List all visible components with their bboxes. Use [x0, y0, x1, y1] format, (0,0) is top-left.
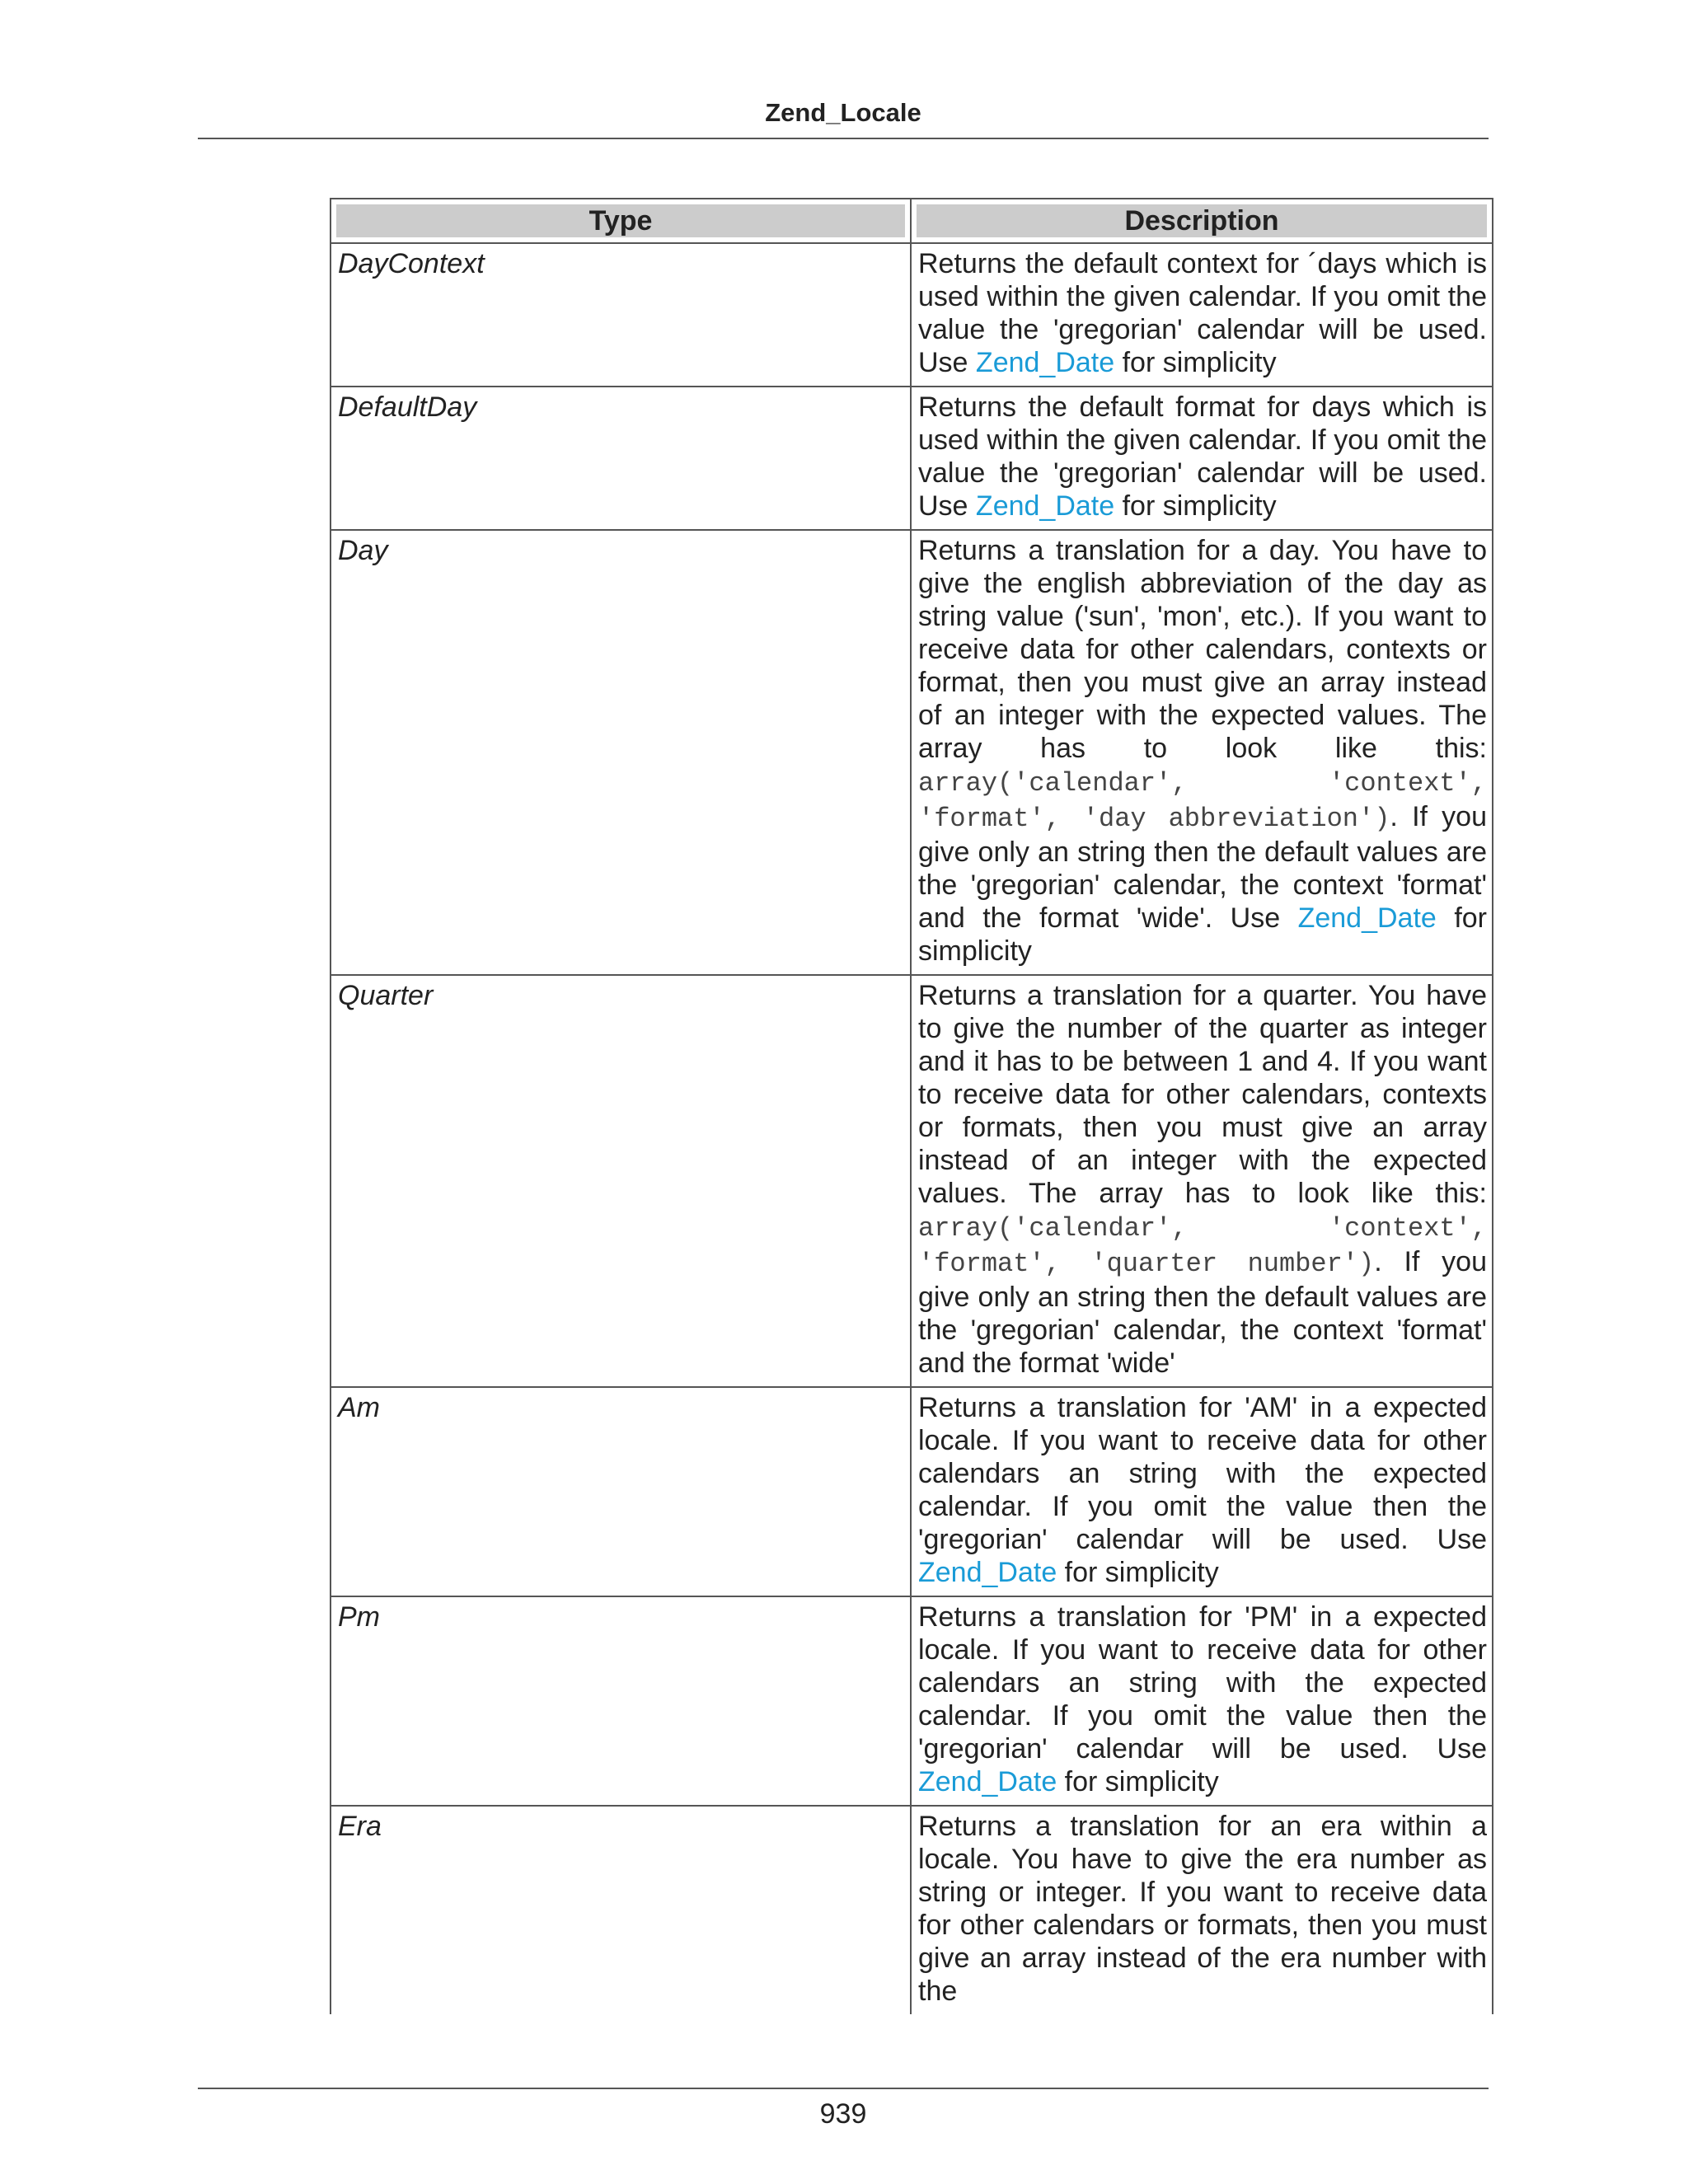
description-text: for simplicity — [1114, 347, 1277, 378]
description-text: Returns the default context for ´days which is used within the given calendar. If you omit the value the 'gregorian' calendar will be used. Use — [918, 248, 1487, 378]
type-cell: DayContext — [331, 243, 911, 387]
locale-type-table — [330, 198, 1493, 2014]
type-cell: Day — [331, 530, 911, 975]
table-header-row — [331, 199, 1493, 243]
description-text: for simplicity — [918, 902, 1487, 967]
table-row — [331, 243, 1493, 387]
footer-rule — [198, 2088, 1489, 2089]
description-text: for simplicity — [1114, 490, 1277, 522]
type-cell: Am — [331, 1387, 911, 1596]
description-cell — [911, 1806, 1493, 2014]
page-number: 939 — [819, 2098, 867, 2130]
zend-date-link[interactable]: Zend_Date — [1297, 902, 1437, 934]
code-snippet: array('calendar', 'context', 'format', 'day abbreviation') — [918, 768, 1487, 834]
table-row — [331, 387, 1493, 530]
page-header-title: Zend_Locale — [765, 98, 921, 127]
table-row — [331, 1387, 1493, 1596]
description-cell — [911, 1387, 1493, 1596]
description-text: Returns a translation for a day. You have to give the english abbreviation of the day as string value ('sun', 'mon', etc.). If you want to receive data for other calendars, contexts or format, then you must give an array instead of an integer with the expected values. The array has to look like this: — [918, 535, 1487, 764]
description-cell — [911, 243, 1493, 387]
description-text: for simplicity — [1057, 1766, 1219, 1797]
type-cell: Quarter — [331, 975, 911, 1387]
table-body — [331, 243, 1493, 2014]
table-row — [331, 975, 1493, 1387]
description-text: Returns the default format for days which is used within the given calendar. If you omit the value the 'gregorian' calendar will be used. Use — [918, 391, 1487, 522]
description-cell — [911, 975, 1493, 1387]
description-cell — [911, 387, 1493, 530]
zend-date-link[interactable]: Zend_Date — [918, 1557, 1057, 1588]
column-header-description — [911, 199, 1493, 243]
description-text: . If you give only an string then the default values are the 'gregorian' calendar, the context 'format' and the format 'wide'. Use — [918, 801, 1487, 934]
table-row — [331, 530, 1493, 975]
zend-date-link[interactable]: Zend_Date — [975, 490, 1115, 522]
description-text: Returns a translation for 'PM' in a expected locale. If you want to receive data for other calendars an string with the expected calendar. If you omit the value then the 'gregorian' calendar will be used. Use — [918, 1601, 1487, 1765]
description-text: . If you give only an string then the default values are the 'gregorian' calendar, the context 'format' and the format 'wide' — [918, 1246, 1487, 1379]
column-header-type — [331, 199, 911, 243]
header-rule — [198, 138, 1489, 139]
description-text: for simplicity — [1057, 1557, 1219, 1588]
zend-date-link[interactable]: Zend_Date — [975, 347, 1115, 378]
description-text: Returns a translation for an era within a locale. You have to give the era number as string or integer. If you want to receive data for other calendars or formats, then you must give an array instead of the era number with the — [918, 1811, 1487, 2007]
type-cell: Pm — [331, 1596, 911, 1806]
column-header-description-label: Description — [917, 204, 1487, 237]
description-text: Returns a translation for 'AM' in a expected locale. If you want to receive data for other calendars an string with the expected calendar. If you omit the value then the 'gregorian' calendar will be used. Use — [918, 1392, 1487, 1555]
description-cell — [911, 1596, 1493, 1806]
code-snippet: array('calendar', 'context', 'format', 'quarter number') — [918, 1213, 1487, 1279]
description-cell — [911, 530, 1493, 975]
type-cell: Era — [331, 1806, 911, 2014]
type-cell: DefaultDay — [331, 387, 911, 530]
description-text: Returns a translation for a quarter. You have to give the number of the quarter as integer and it has to be between 1 and 4. If you want to receive data for other calendars, contexts or formats, then you must give an array instead of an integer with the expected values. The array has to look like this: — [918, 980, 1487, 1209]
table-row — [331, 1806, 1493, 2014]
zend-date-link[interactable]: Zend_Date — [918, 1766, 1057, 1797]
table-row — [331, 1596, 1493, 1806]
column-header-type-label: Type — [336, 204, 905, 237]
